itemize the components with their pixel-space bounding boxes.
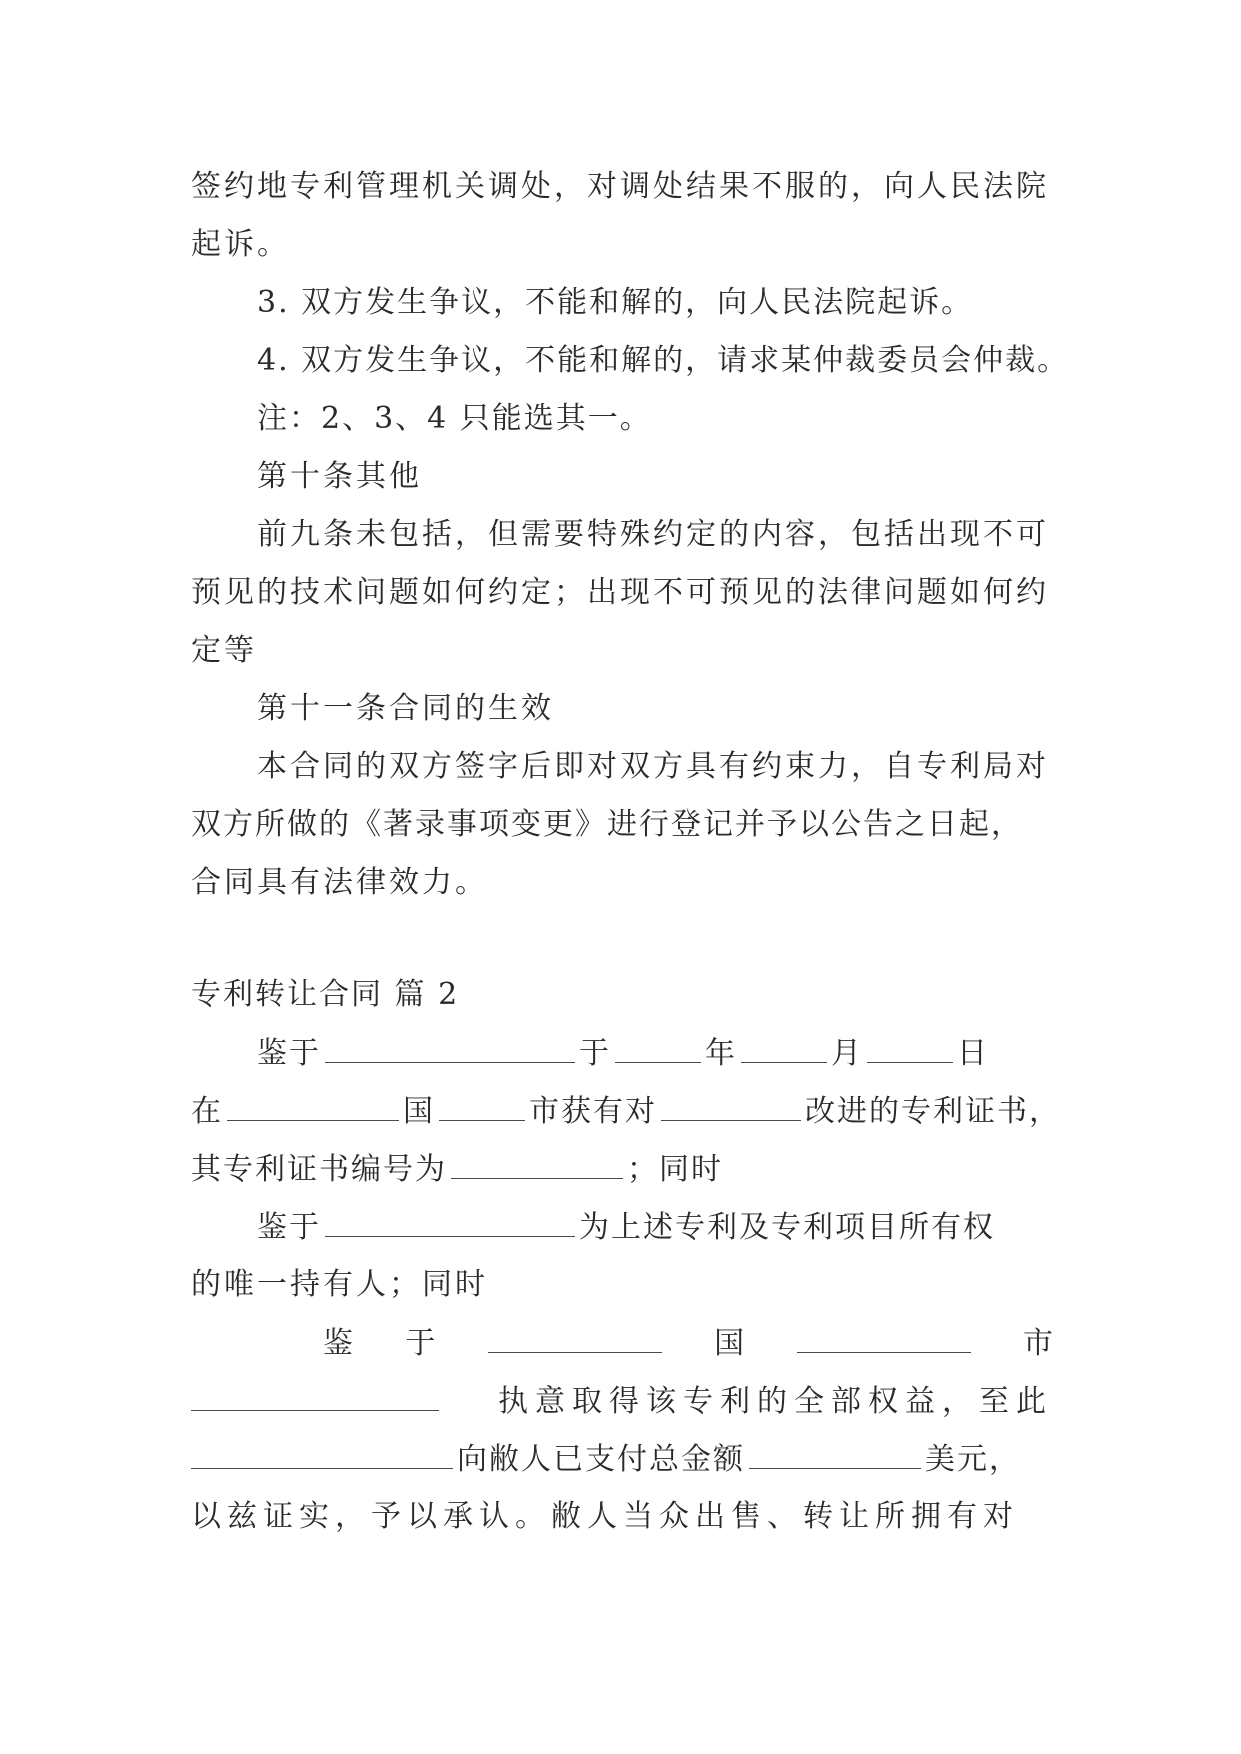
- paragraph-line: 预见的技术问题如何约定；出现不可预见的法律问题如何约: [191, 575, 1049, 610]
- blank-field[interactable]: [191, 1430, 453, 1469]
- recital-text: 于: [405, 1326, 436, 1361]
- recital-text: 年: [705, 1036, 737, 1071]
- recital-line: [191, 1140, 1053, 1198]
- recital-text: 月: [831, 1036, 863, 1071]
- recital-line: [191, 1198, 1053, 1256]
- blank-field[interactable]: [191, 1372, 439, 1411]
- recital-text: 鉴: [323, 1326, 353, 1361]
- paragraph-line: 起诉。: [191, 227, 290, 262]
- recital-text: ；同时: [627, 1152, 723, 1187]
- paragraph-line: 定等: [191, 633, 257, 668]
- blank-field[interactable]: [615, 1024, 701, 1063]
- paragraph-line: 签约地专利管理机关调处，对调处结果不服的，向人民法院: [191, 169, 1049, 204]
- recital-text: 市: [1022, 1326, 1053, 1361]
- recital-line: [191, 1024, 1053, 1082]
- recital-text: 在: [191, 1094, 223, 1129]
- clause-3: 3. 双方发生争议，不能和解的，向人民法院起诉。: [257, 285, 974, 320]
- blank-field[interactable]: [741, 1024, 827, 1063]
- blank-field[interactable]: [325, 1024, 575, 1063]
- article-heading: 第十一条合同的生效: [257, 691, 554, 726]
- recital-line: [191, 1372, 1053, 1430]
- recital-text: 其专利证书编号为: [191, 1152, 447, 1187]
- recital-text: 日: [957, 1036, 989, 1071]
- recital-text: 于: [579, 1036, 611, 1071]
- document-body: [191, 158, 1070, 1546]
- paragraph-line: 合同具有法律效力。: [191, 865, 488, 900]
- clause-4: 4. 双方发生争议，不能和解的，请求某仲裁委员会仲裁。: [257, 343, 1070, 378]
- recital-line: [191, 1430, 1053, 1488]
- blank-field[interactable]: [451, 1140, 623, 1179]
- paragraph-line: 前九条未包括，但需要特殊约定的内容，包括出现不可: [257, 517, 1049, 552]
- blank-field[interactable]: [439, 1082, 525, 1121]
- blank-field[interactable]: [661, 1082, 801, 1121]
- recital-text: 为上述专利及专利项目所有权: [579, 1210, 995, 1245]
- recital-text: 国: [714, 1326, 745, 1361]
- blank-field[interactable]: [488, 1314, 662, 1353]
- blank-field[interactable]: [867, 1024, 953, 1063]
- blank-field[interactable]: [227, 1082, 399, 1121]
- article-heading: 第十条其他: [257, 459, 422, 494]
- recital-line: 的唯一持有人；同时: [191, 1267, 488, 1302]
- paragraph-line: 本合同的双方签字后即对双方具有约束力，自专利局对: [257, 749, 1049, 784]
- recital-text: 改进的专利证书，: [805, 1094, 1061, 1129]
- blank-field[interactable]: [325, 1198, 575, 1237]
- recital-text: 鉴于: [257, 1210, 321, 1245]
- section-gap: [191, 912, 1053, 966]
- recital-text: 鉴于: [257, 1036, 321, 1071]
- recital-text: 向敝人已支付总金额: [457, 1442, 745, 1477]
- paragraph-line: 双方所做的《著录事项变更》进行登记并予以公告之日起，: [191, 807, 1023, 842]
- recital-line: 以兹证实，予以承认。敝人当众出售、转让所拥有对: [191, 1499, 1019, 1534]
- recital-text: 市获有对: [529, 1094, 657, 1129]
- recital-text: 美元，: [925, 1442, 1021, 1477]
- note-line: 注：2、3、4 只能选其一。: [257, 401, 652, 436]
- section-title: 专利转让合同 篇 2: [191, 977, 460, 1012]
- recital-line: [191, 1314, 1053, 1372]
- blank-field[interactable]: [749, 1430, 921, 1469]
- blank-field[interactable]: [797, 1314, 971, 1353]
- recital-text: 国: [403, 1094, 435, 1129]
- recital-line: [191, 1082, 1061, 1140]
- recital-text: 执意取得该专利的全部权益，至此: [498, 1384, 1053, 1419]
